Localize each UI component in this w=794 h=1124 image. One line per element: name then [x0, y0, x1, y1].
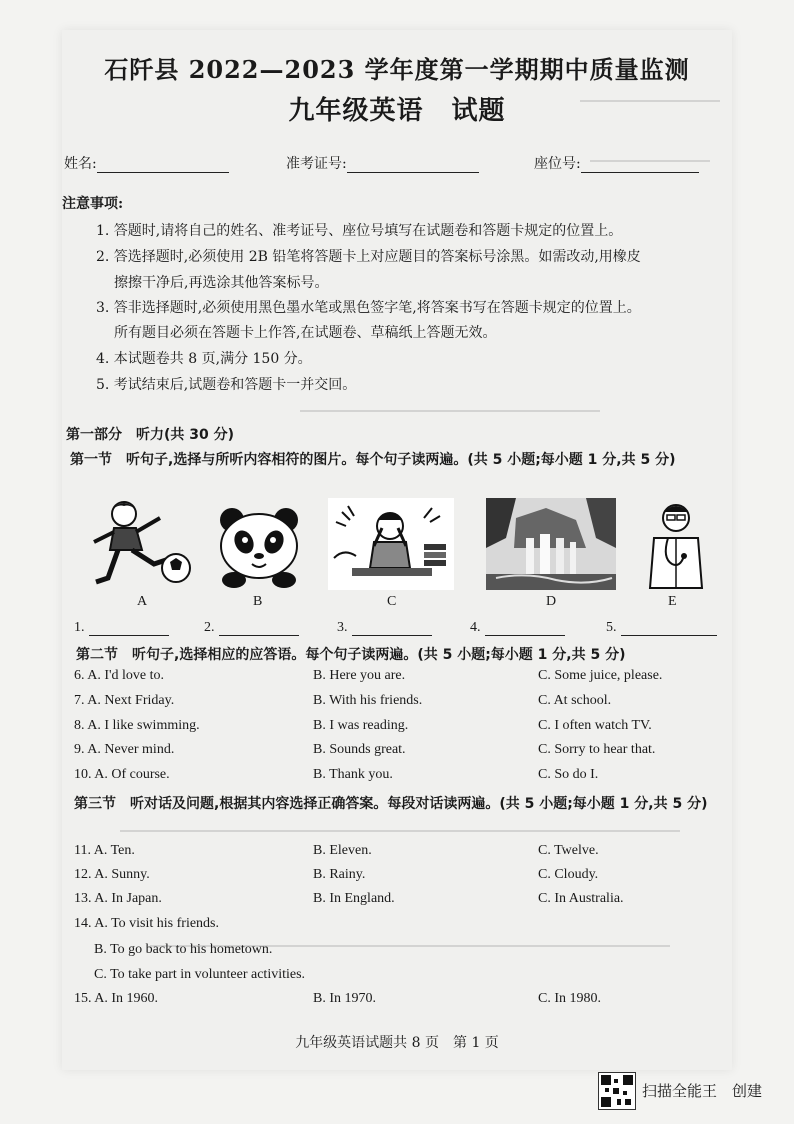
- note-item: 4. 本试题卷共 8 页,满分 150 分。: [96, 351, 312, 367]
- answer-blank[interactable]: 3.: [337, 620, 432, 636]
- part1-heading: 第一部分 听力(共 30 分): [66, 427, 235, 443]
- name-field[interactable]: [64, 153, 229, 173]
- page-footer: 九年级英语试题共 8 页 第 1 页: [295, 1035, 499, 1051]
- option-a: 10. A. Of course.: [74, 767, 170, 782]
- option-a: 6. A. I'd love to.: [74, 668, 165, 683]
- exam-number-label: 准考证号:: [286, 156, 347, 172]
- option-b: B. Sounds great.: [313, 742, 406, 757]
- picture-label: B: [253, 594, 263, 609]
- answer-blank[interactable]: 2.: [204, 620, 299, 636]
- stressed-student-icon: [328, 498, 454, 590]
- notes-heading: 注意事项:: [62, 196, 124, 212]
- option-a: 13. A. In Japan.: [74, 891, 162, 906]
- scanner-brand: 扫描全能王 创建: [642, 1082, 763, 1100]
- answer-blank[interactable]: 1.: [74, 620, 169, 636]
- option-c: C. Some juice, please.: [538, 668, 663, 683]
- seat-field[interactable]: [534, 153, 699, 173]
- option-c: C. Sorry to hear that.: [538, 742, 656, 757]
- note-item: 擦擦干净后,再选涂其他答案标号。: [114, 275, 329, 291]
- section2-heading: 第二节 听句子,选择相应的应答语。每个句子读两遍。(共 5 小题;每小题 1 分,共 5 分): [76, 647, 626, 663]
- option-b: B. Eleven.: [313, 843, 372, 858]
- note-item: 2. 答选择题时,必须使用 2B 铅笔将答题卡上对应题目的答案标号涂黑。如需改动,用橡皮: [96, 249, 641, 265]
- subject-label: 九年级英语: [288, 96, 424, 126]
- option-a: 7. A. Next Friday.: [74, 693, 175, 708]
- option-c: C. To take part in volunteer activities.: [94, 967, 306, 982]
- bleed-through-mark: [300, 410, 600, 412]
- qr-code-icon: [598, 1072, 636, 1110]
- note-item: 所有题目必须在答题卡上作答,在试题卷、草稿纸上答题无效。: [114, 325, 497, 341]
- option-b: B. In England.: [313, 891, 395, 906]
- seat-label: 座位号:: [534, 156, 581, 172]
- option-a: 11. A. Ten.: [74, 843, 135, 858]
- picture-label: A: [137, 594, 148, 609]
- section1-heading: 第一节 听句子,选择与所听内容相符的图片。每个句子读两遍。(共 5 小题;每小题 1 分,共 5 分): [70, 452, 676, 468]
- exam-subtitle: [0, 90, 794, 127]
- option-c: C. I often watch TV.: [538, 718, 652, 733]
- boy-kicking-ball-icon: [84, 498, 196, 590]
- paper-label: 试题: [451, 96, 506, 126]
- picture-label: C: [387, 594, 397, 609]
- option-c: C. So do I.: [538, 767, 599, 782]
- option-a: 14. A. To visit his friends.: [74, 916, 219, 931]
- note-item: 1. 答题时,请将自己的姓名、准考证号、座位号填写在试题卷和答题卡规定的位置上。: [96, 223, 623, 239]
- option-a: 8. A. I like swimming.: [74, 718, 200, 733]
- option-b: B. Thank you.: [313, 767, 393, 782]
- exam-title: 石阡县 2022—2023 学年度第一学期期中质量监测: [104, 55, 690, 84]
- name-label: 姓名:: [64, 156, 97, 172]
- note-item: 5. 考试结束后,试题卷和答题卡一并交回。: [96, 377, 357, 393]
- option-c: C. In 1980.: [538, 991, 601, 1006]
- option-a: 9. A. Never mind.: [74, 742, 175, 757]
- section3-heading: 第三节 听对话及问题,根据其内容选择正确答案。每段对话读两遍。(共 5 小题;每小题 1 分,共 5 分): [74, 796, 708, 812]
- option-b: B. To go back to his hometown.: [94, 942, 273, 957]
- waterfall-icon: [486, 498, 616, 590]
- name-blank[interactable]: [97, 156, 229, 173]
- option-b: B. I was reading.: [313, 718, 409, 733]
- option-b: B. With his friends.: [313, 693, 423, 708]
- option-c: C. Twelve.: [538, 843, 599, 858]
- option-b: B. Rainy.: [313, 867, 366, 882]
- doctor-icon: [640, 498, 712, 590]
- picture-label: E: [668, 594, 677, 609]
- option-a: 12. A. Sunny.: [74, 867, 150, 882]
- answer-blank[interactable]: 4.: [470, 620, 565, 636]
- option-c: C. In Australia.: [538, 891, 624, 906]
- picture-label: D: [546, 594, 557, 609]
- panda-icon: [212, 498, 306, 590]
- option-b: B. Here you are.: [313, 668, 406, 683]
- option-b: B. In 1970.: [313, 991, 376, 1006]
- exam-number-field[interactable]: [286, 153, 479, 173]
- option-c: C. Cloudy.: [538, 867, 599, 882]
- note-item: 3. 答非选择题时,必须使用黑色墨水笔或黑色签字笔,将答案书写在答题卡规定的位置上。: [96, 300, 641, 316]
- option-c: C. At school.: [538, 693, 612, 708]
- answer-blank[interactable]: 5.: [606, 620, 717, 636]
- bleed-through-mark: [120, 830, 680, 832]
- exam-number-blank[interactable]: [347, 156, 479, 173]
- seat-blank[interactable]: [581, 156, 699, 173]
- option-a: 15. A. In 1960.: [74, 991, 158, 1006]
